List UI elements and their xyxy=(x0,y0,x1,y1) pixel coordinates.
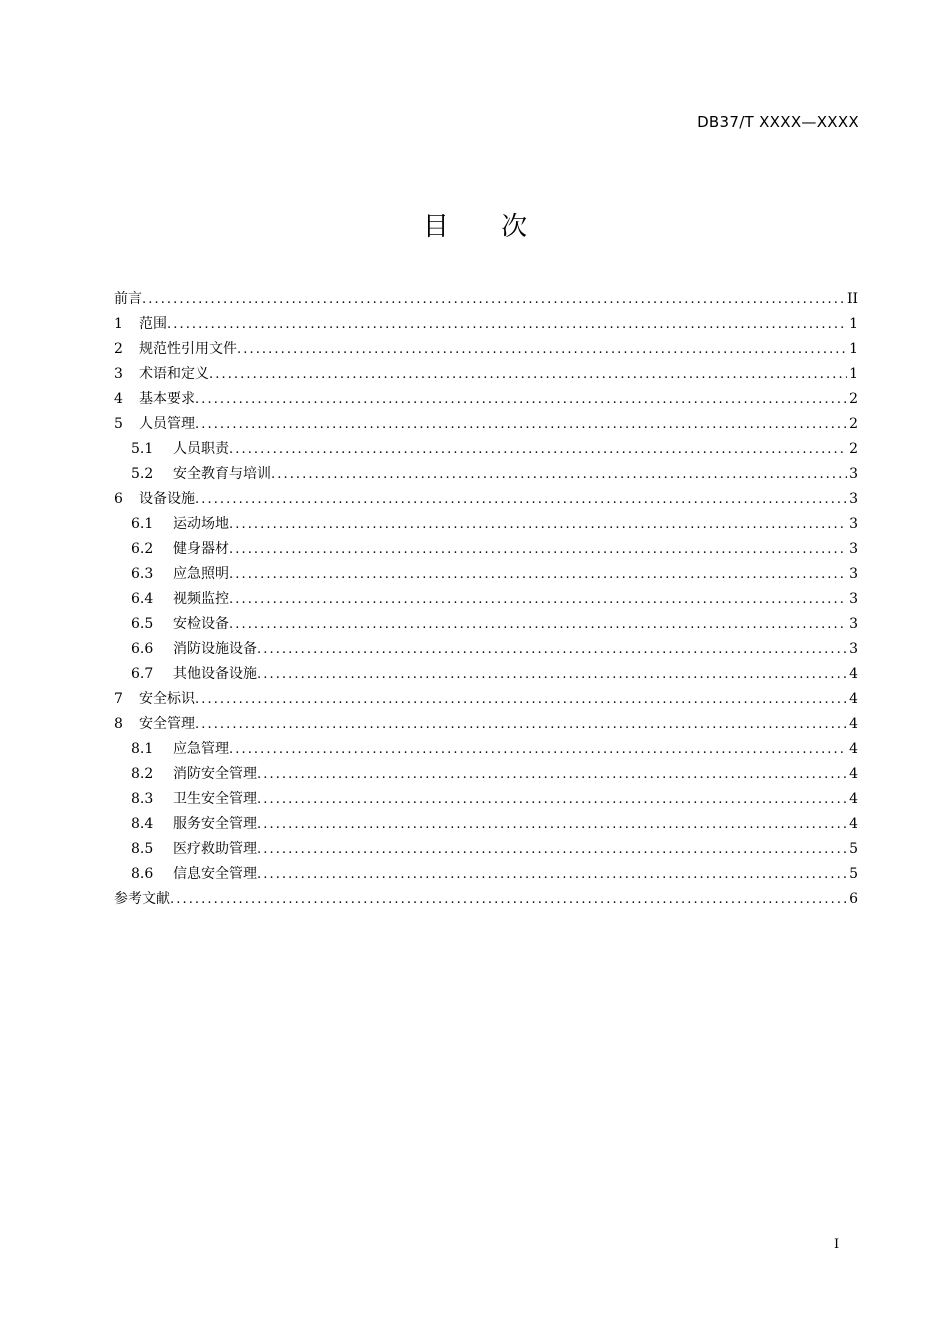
dot-leader xyxy=(209,362,847,387)
dot-leader xyxy=(195,712,847,737)
toc-entry-label: 人员职责 xyxy=(173,441,229,457)
toc-entry-page: 3 xyxy=(849,491,858,507)
toc-entry[interactable] xyxy=(114,587,858,612)
toc-entry[interactable] xyxy=(114,537,858,562)
dot-leader xyxy=(257,762,847,787)
dot-leader xyxy=(167,312,847,337)
toc-entry-label: 安全管理 xyxy=(139,716,195,732)
toc-entry-number: 1 xyxy=(114,316,123,332)
toc-entry-page: 2 xyxy=(849,441,858,457)
toc-entry-label: 运动场地 xyxy=(173,516,229,532)
toc-entry-page: 4 xyxy=(849,716,858,732)
dot-leader xyxy=(229,537,847,562)
toc-entry[interactable] xyxy=(114,612,858,637)
toc-entry-label: 规范性引用文件 xyxy=(139,341,237,357)
toc-entry-page: 2 xyxy=(849,391,858,407)
toc-entry-page: II xyxy=(846,291,858,307)
dot-leader xyxy=(271,462,847,487)
dot-leader xyxy=(229,512,847,537)
toc-entry-number: 8.2 xyxy=(131,766,154,782)
toc-entry-number: 8.1 xyxy=(131,741,154,757)
toc-entry-number: 6.4 xyxy=(131,591,154,607)
toc-entry-number: 6.5 xyxy=(131,616,154,632)
toc-entry[interactable] xyxy=(114,362,858,387)
toc-entry-label: 视频监控 xyxy=(173,591,229,607)
dot-leader xyxy=(229,437,847,462)
toc-entry[interactable] xyxy=(114,487,858,512)
toc-entry-number: 6.6 xyxy=(131,641,154,657)
toc-entry-page: 3 xyxy=(849,541,858,557)
toc-entry-page: 4 xyxy=(849,766,858,782)
toc-entry-label: 消防设施设备 xyxy=(173,641,257,657)
toc-entry-label: 人员管理 xyxy=(139,416,195,432)
toc-entry-label: 安全标识 xyxy=(139,691,195,707)
toc-entry[interactable] xyxy=(114,412,858,437)
toc-entry[interactable] xyxy=(114,337,858,362)
toc-entry-label: 参考文献 xyxy=(114,891,170,907)
toc-entry-number: 5.1 xyxy=(131,441,154,457)
toc-entry-number: 8.5 xyxy=(131,841,154,857)
toc-entry-number: 8.4 xyxy=(131,816,154,832)
toc-entry-page: 1 xyxy=(849,316,858,332)
toc-entry-number: 7 xyxy=(114,691,123,707)
toc-entry-number: 5.2 xyxy=(131,466,154,482)
dot-leader xyxy=(195,387,847,412)
toc-entry[interactable] xyxy=(114,437,858,462)
toc-entry-page: 3 xyxy=(849,591,858,607)
toc-entry-label: 应急管理 xyxy=(173,741,229,757)
toc-entry-number: 4 xyxy=(114,391,123,407)
toc-entry-page: 3 xyxy=(849,466,858,482)
document-code: DB37/T XXXX—XXXX xyxy=(697,113,859,131)
toc-entry[interactable] xyxy=(114,687,858,712)
toc-entry[interactable] xyxy=(114,312,858,337)
page-number: I xyxy=(834,1237,840,1252)
toc-entry-label: 安全教育与培训 xyxy=(173,466,271,482)
toc-entry-label: 健身器材 xyxy=(173,541,229,557)
toc-entry-label: 其他设备设施 xyxy=(173,666,257,682)
dot-leader xyxy=(142,287,845,312)
toc-entry-number: 8.3 xyxy=(131,791,154,807)
toc-entry-page: 3 xyxy=(849,641,858,657)
page-title: 目 次 xyxy=(422,212,550,242)
toc-entry-label: 基本要求 xyxy=(139,391,195,407)
toc-entry[interactable] xyxy=(114,862,858,887)
toc-entry-label: 卫生安全管理 xyxy=(173,791,257,807)
toc-entry-page: 3 xyxy=(849,616,858,632)
dot-leader xyxy=(229,612,847,637)
toc-entry-page: 3 xyxy=(849,566,858,582)
dot-leader xyxy=(257,862,847,887)
toc-entry-number: 6.2 xyxy=(131,541,154,557)
dot-leader xyxy=(195,412,847,437)
toc-entry-number: 2 xyxy=(114,341,123,357)
toc-entry[interactable] xyxy=(114,662,858,687)
toc-entry[interactable] xyxy=(114,762,858,787)
dot-leader xyxy=(257,812,847,837)
toc-entry-page: 5 xyxy=(849,841,858,857)
dot-leader xyxy=(229,587,847,612)
dot-leader xyxy=(229,562,847,587)
toc-entry-label: 信息安全管理 xyxy=(173,866,257,882)
toc-entry-page: 5 xyxy=(849,866,858,882)
toc-entry[interactable] xyxy=(114,787,858,812)
toc-entry[interactable] xyxy=(114,712,858,737)
toc-entry-page: 2 xyxy=(849,416,858,432)
toc-entry[interactable] xyxy=(114,462,858,487)
toc-entry[interactable] xyxy=(114,512,858,537)
toc-entry-number: 6 xyxy=(114,491,123,507)
toc-entry-number: 8.6 xyxy=(131,866,154,882)
toc-entry-number: 6.7 xyxy=(131,666,154,682)
toc-entry[interactable] xyxy=(114,637,858,662)
dot-leader xyxy=(170,887,847,912)
toc-entry-page: 4 xyxy=(849,816,858,832)
toc-entry-page: 1 xyxy=(849,341,858,357)
toc-entry-label: 消防安全管理 xyxy=(173,766,257,782)
toc-entry-label: 设备设施 xyxy=(139,491,195,507)
dot-leader xyxy=(195,687,847,712)
dot-leader xyxy=(257,662,847,687)
toc-entry-label: 医疗救助管理 xyxy=(173,841,257,857)
toc-entry[interactable] xyxy=(114,812,858,837)
toc-entry[interactable] xyxy=(114,887,858,912)
toc-entry-label: 安检设备 xyxy=(173,616,229,632)
toc-entry-label: 范围 xyxy=(139,316,167,332)
toc-entry[interactable] xyxy=(114,387,858,412)
toc-entry-page: 4 xyxy=(849,791,858,807)
toc-entry-label: 服务安全管理 xyxy=(173,816,257,832)
toc-entry-number: 6.1 xyxy=(131,516,154,532)
toc-entry-label: 应急照明 xyxy=(173,566,229,582)
toc-entry-page: 6 xyxy=(849,891,858,907)
toc-entry-number: 3 xyxy=(114,366,123,382)
dot-leader xyxy=(237,337,847,362)
toc-entry-page: 4 xyxy=(849,741,858,757)
toc-entry[interactable] xyxy=(114,837,858,862)
toc-entry-page: 4 xyxy=(849,691,858,707)
toc-entry-number: 8 xyxy=(114,716,123,732)
toc-entry[interactable] xyxy=(114,737,858,762)
dot-leader xyxy=(257,837,847,862)
toc-entry-number: 5 xyxy=(114,416,123,432)
toc-entry[interactable] xyxy=(114,287,858,312)
toc-entry-page: 1 xyxy=(849,366,858,382)
table-of-contents xyxy=(114,287,858,912)
toc-entry-page: 4 xyxy=(849,666,858,682)
toc-entry-label: 前言 xyxy=(114,291,142,307)
dot-leader xyxy=(195,487,847,512)
dot-leader xyxy=(257,787,847,812)
toc-entry[interactable] xyxy=(114,562,858,587)
dot-leader xyxy=(257,637,847,662)
toc-entry-label: 术语和定义 xyxy=(139,366,209,382)
dot-leader xyxy=(229,737,847,762)
toc-entry-page: 3 xyxy=(849,516,858,532)
toc-entry-number: 6.3 xyxy=(131,566,154,582)
